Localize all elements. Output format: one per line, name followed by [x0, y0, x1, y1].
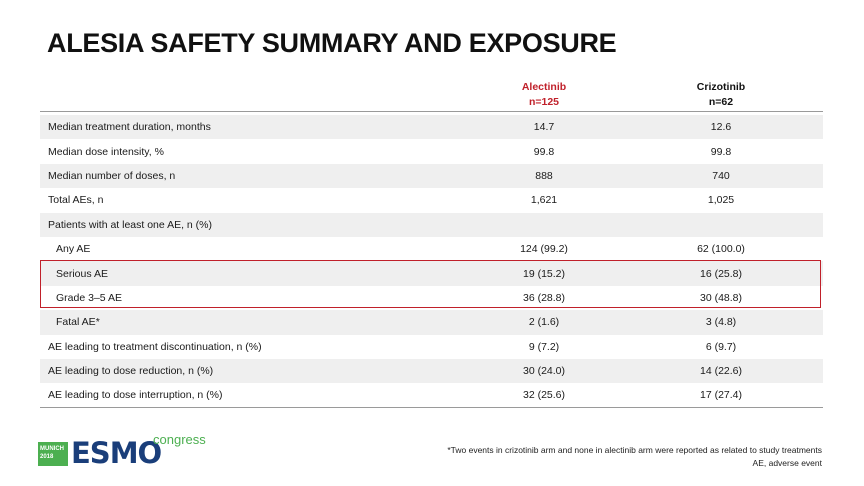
- crizotinib-n: n=62: [708, 96, 734, 108]
- row-label: Patients with at least one AE, n (%): [48, 218, 213, 231]
- row-label: AE leading to dose reduction, n (%): [48, 365, 214, 378]
- alectinib-value: 1,621: [530, 194, 558, 207]
- slide-title: ALESIA SAFETY SUMMARY AND EXPOSURE: [47, 28, 617, 58]
- munich-badge: [38, 442, 68, 466]
- logo-suffix: congress: [153, 432, 206, 447]
- table-row: [40, 383, 823, 407]
- alectinib-name: Alectinib: [521, 81, 567, 93]
- row-label: AE leading to dose interruption, n (%): [48, 389, 223, 402]
- footnote-line-1: *Two events in crizotinib arm and none in alectinib arm were reported as related to study treatments: [447, 445, 822, 455]
- row-label: Fatal AE*: [56, 316, 100, 329]
- alectinib-column-header: [484, 80, 604, 110]
- footnote: [447, 444, 822, 470]
- row-label: Median number of doses, n: [48, 169, 176, 182]
- table-row: [40, 286, 823, 310]
- crizotinib-value: 740: [712, 169, 730, 182]
- alectinib-value: 9 (7.2): [528, 340, 560, 353]
- crizotinib-value: 99.8: [710, 145, 732, 158]
- table-row: [40, 164, 823, 188]
- crizotinib-value: 17 (27.4): [699, 389, 743, 402]
- logo-city: MUNICH: [40, 446, 64, 452]
- row-label: Grade 3–5 AE: [56, 291, 122, 304]
- alectinib-value: 19 (15.2): [522, 267, 566, 280]
- logo-brand: ESMO: [71, 436, 162, 470]
- table-row: [40, 139, 823, 163]
- alectinib-value: 14.7: [533, 121, 555, 134]
- table-row: [40, 310, 823, 334]
- crizotinib-value: 16 (25.8): [699, 267, 743, 280]
- alectinib-value: 30 (24.0): [522, 365, 566, 378]
- alectinib-value: 36 (28.8): [522, 291, 566, 304]
- row-label: Median treatment duration, months: [48, 121, 211, 134]
- row-label: Total AEs, n: [48, 194, 104, 207]
- header-divider: [40, 111, 823, 112]
- table-row: [40, 359, 823, 383]
- crizotinib-value: 62 (100.0): [697, 243, 745, 256]
- alectinib-value: 32 (25.6): [522, 389, 566, 402]
- crizotinib-column-header: [661, 80, 781, 110]
- crizotinib-value: 12.6: [710, 121, 732, 134]
- logo-year: 2018: [40, 454, 54, 460]
- table-bottom-divider: [40, 407, 823, 408]
- table-row: [40, 213, 823, 237]
- row-label: Any AE: [56, 243, 91, 256]
- crizotinib-value: 3 (4.8): [705, 316, 737, 329]
- crizotinib-value: 1,025: [707, 194, 735, 207]
- row-label: Median dose intensity, %: [48, 145, 164, 158]
- row-label: Serious AE: [56, 267, 108, 280]
- crizotinib-value: 6 (9.7): [705, 340, 737, 353]
- crizotinib-value: 14 (22.6): [699, 365, 743, 378]
- crizotinib-value: 30 (48.8): [699, 291, 743, 304]
- table-row: [40, 188, 823, 212]
- alectinib-value: 888: [535, 169, 553, 182]
- table-row: [40, 115, 823, 139]
- alectinib-value: 99.8: [533, 145, 555, 158]
- alectinib-value: 2 (1.6): [528, 316, 560, 329]
- alectinib-n: n=125: [528, 96, 560, 108]
- safety-table: [40, 115, 823, 408]
- table-row: [40, 261, 823, 285]
- esmo-congress-logo: [38, 432, 213, 472]
- table-row: [40, 237, 823, 261]
- alectinib-value: 124 (99.2): [520, 243, 568, 256]
- crizotinib-name: Crizotinib: [696, 81, 746, 93]
- row-label: AE leading to treatment discontinuation, n (%): [48, 340, 262, 353]
- table-row: [40, 335, 823, 359]
- footnote-line-2: AE, adverse event: [752, 458, 822, 468]
